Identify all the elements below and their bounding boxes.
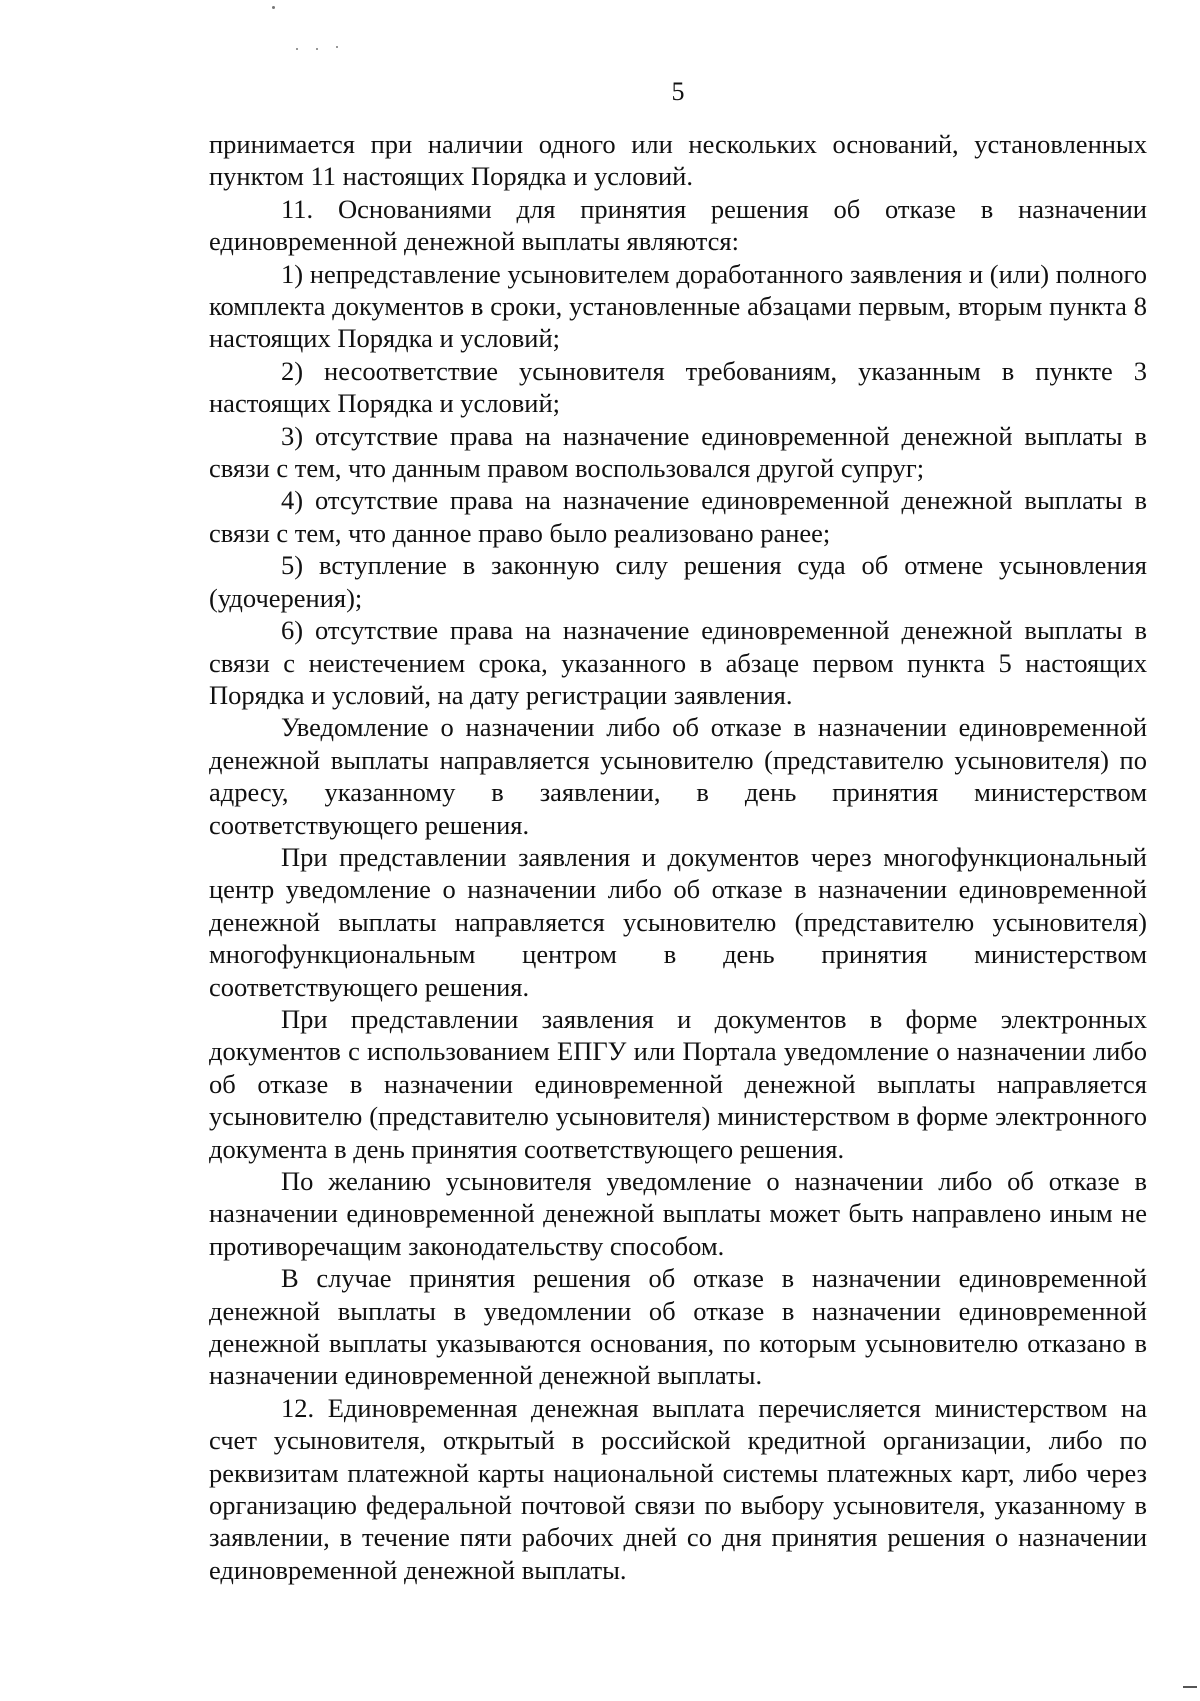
scan-speck	[296, 48, 298, 50]
scan-edge-mark	[1183, 1686, 1197, 1688]
list-item: 3) отсутствие права на назначение единовременной денежной выплаты в связи с тем, что данным правом воспользовался другой супруг;	[209, 420, 1147, 484]
list-item: 2) несоответствие усыновителя требованиям, указанным в пункте 3 настоящих Порядка и условий;	[209, 355, 1147, 419]
paragraph: принимается при наличии одного или нескольких оснований, установленных пунктом 11 настоящих Порядка и условий.	[209, 129, 1147, 192]
paragraph: По желанию усыновителя уведомление о назначении либо об отказе в назначении единовременной денежной выплаты может быть направлено иным не противоречащим законодательству способом.	[209, 1166, 1147, 1261]
scan-speck	[336, 46, 338, 48]
document-body	[209, 128, 1147, 1586]
paragraph: В случае принятия решения об отказе в назначении единовременной денежной выплаты в уведомлении об отказе в назначении единовременной денежной выплаты указываются основания, по которым усыновителю отказано в назначении единовременной денежной выплаты.	[209, 1263, 1147, 1391]
page-number: 5	[671, 77, 685, 106]
scan-speck	[316, 48, 318, 50]
list-item: 6) отсутствие права на назначение единовременной денежной выплаты в связи с неистечением срока, указанного в абзаце первом пункта 5 настоящих Порядка и условий, на дату регистрации заявления.	[209, 615, 1147, 710]
list-item: 1) непредставление усыновителем доработанного заявления и (или) полного комплекта документов в сроки, установленные абзацами первым, вторым пункта 8 настоящих Порядка и условий;	[209, 258, 1147, 354]
scan-speck	[272, 6, 275, 9]
paragraph: При представлении заявления и документов через многофункциональный центр уведомление о назначении либо об отказе в назначении единовременной денежной выплаты направляется усыновителю (представителю усыновителя) многофункциональным центром в день принятия министерством соответствующего решения.	[209, 841, 1147, 1002]
paragraph: 11. Основаниями для принятия решения об отказе в назначении единовременной денежной выплаты являются:	[209, 193, 1147, 257]
list-item: 4) отсутствие права на назначение единовременной денежной выплаты в связи с тем, что данное право было реализовано ранее;	[209, 485, 1147, 548]
paragraph: Уведомление о назначении либо об отказе в назначении единовременной денежной выплаты направляется усыновителю (представителю усыновителя) по адресу, указанному в заявлении, в день принятия министерством соответствующего решения.	[209, 712, 1147, 840]
paragraph: 12. Единовременная денежная выплата перечисляется министерством на счет усыновителя, открытый в российской кредитной организации, либо по реквизитам платежной карты национальной системы платежных карт, либо через организацию федеральной почтовой связи по выбору усыновителя, указанному в заявлении, в течение пяти рабочих дней со дня принятия решения о назначении единовременной денежной выплаты.	[209, 1392, 1147, 1585]
paragraph: При представлении заявления и документов в форме электронных документов с использованием ЕПГУ или Портала уведомление о назначении либо об отказе в назначении единовременной денежной выплаты направляется усыновителю (представителю усыновителя) министерством в форме электронного документа в день принятия соответствующего решения.	[209, 1003, 1147, 1164]
list-item: 5) вступление в законную силу решения суда об отмене усыновления (удочерения);	[209, 550, 1147, 613]
